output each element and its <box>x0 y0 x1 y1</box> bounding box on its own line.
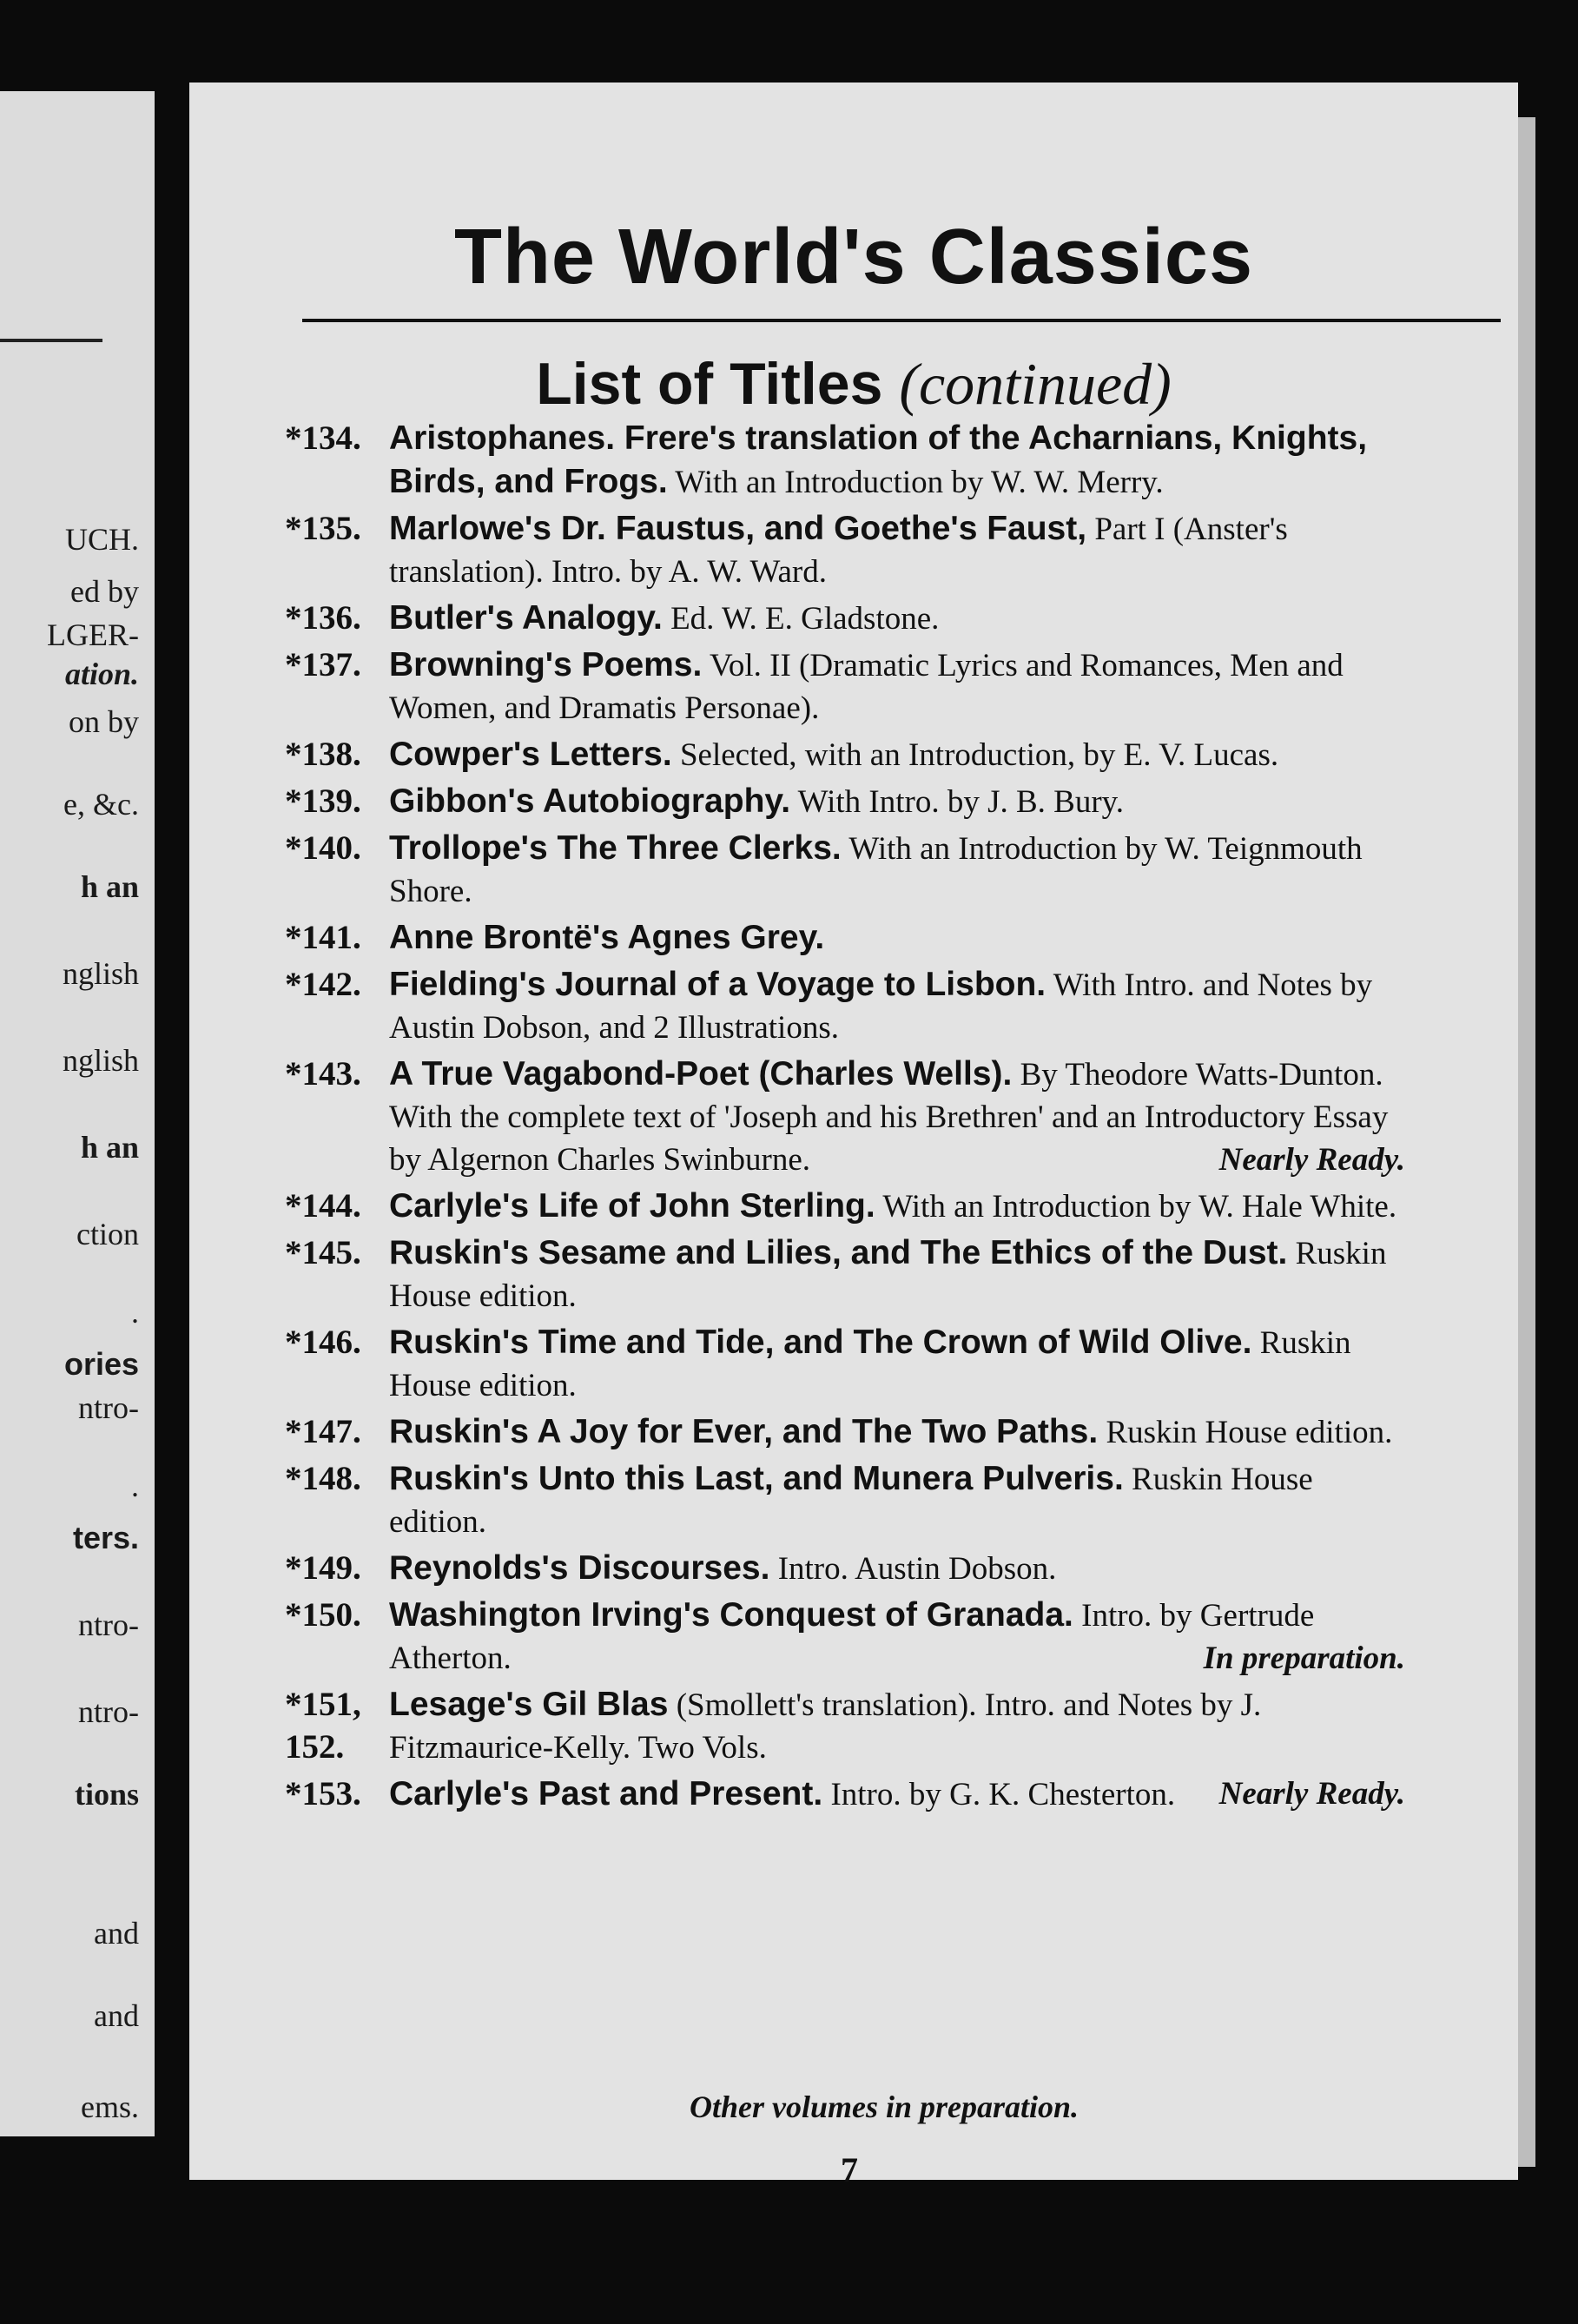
entry-title: Ruskin's Time and Tide, and The Crown of Wild Olive. <box>389 1324 1252 1361</box>
left-page-line: ories <box>63 1346 139 1382</box>
entry-status: Nearly Ready. <box>1218 1142 1405 1178</box>
entry-number: *139. <box>285 782 361 820</box>
page-number: 7 <box>841 2150 858 2189</box>
entry-description: By Theodore Watts-Dunton. With the complete text of 'Joseph and his Brethren' and an Introductory Essay by Algernon Charles Swinburne. <box>389 1057 1389 1178</box>
list-item <box>285 507 1405 593</box>
entry-status: Nearly Ready. <box>1218 1776 1405 1812</box>
page-title: The World's Classics <box>453 214 1254 300</box>
entry-title: Ruskin's A Joy for Ever, and The Two Paths. <box>389 1413 1099 1450</box>
subtitle-continued: (continued) <box>899 351 1172 417</box>
left-page-line: and <box>94 1916 139 1951</box>
entry-description: (Smollett's translation). Intro. and Notes by J. Fitzmaurice-Kelly. Two Vols. <box>389 1687 1262 1766</box>
entry-description: Selected, with an Introduction, by E. V. Lucas. <box>679 737 1279 773</box>
entry-description: Intro. by G. K. Chesterton. <box>830 1777 1176 1812</box>
list-item <box>285 1410 1405 1454</box>
entry-body <box>389 1773 1405 1816</box>
left-page-line: nglish <box>62 1043 139 1078</box>
entry-description: Part I (Anster's translation). Intro. by A. W. Ward. <box>389 512 1288 590</box>
entry-title: Cowper's Letters. <box>389 736 672 773</box>
left-page-line: . <box>131 1295 139 1330</box>
left-page-line: h an <box>80 869 139 904</box>
left-page-line: ters. <box>72 1520 139 1555</box>
entry-body <box>389 733 1405 776</box>
entry-title: Ruskin's Sesame and Lilies, and The Ethics of the Dust. <box>389 1234 1288 1271</box>
entry-description: Vol. II (Dramatic Lyrics and Romances, Men and Women, and Dramatis Personae). <box>389 648 1344 726</box>
list-item <box>285 1231 1405 1317</box>
entry-title: Washington Irving's Conquest of Granada. <box>389 1596 1073 1634</box>
entry-number: *153. <box>285 1775 361 1812</box>
book-gutter <box>155 0 189 2324</box>
page-edge <box>1518 117 1535 2167</box>
left-page-line: ation. <box>64 657 139 691</box>
entry-description: Ed. W. E. Gladstone. <box>670 601 940 637</box>
left-page-line: e, &c. <box>63 787 139 822</box>
entry-description: With an Introduction by W. W. Merry. <box>675 465 1164 500</box>
left-page-line: h an <box>80 1130 139 1165</box>
entry-description: Ruskin House edition. <box>1106 1415 1393 1450</box>
entry-description: Ruskin House edition. <box>389 1325 1351 1403</box>
list-item <box>285 1547 1405 1590</box>
entry-description: With an Introduction by W. Teignmouth Shore. <box>389 831 1363 909</box>
left-page-line: ems. <box>81 2090 139 2124</box>
entry-title: Trollope's The Three Clerks. <box>389 829 842 867</box>
entry-body <box>389 780 1405 823</box>
left-page-line: ntro- <box>78 1608 139 1642</box>
entry-body <box>389 1231 1405 1317</box>
list-item <box>285 916 1405 960</box>
entry-number: *134. <box>285 419 361 457</box>
list-item <box>285 1185 1405 1228</box>
entry-description: Intro. Austin Dobson. <box>777 1551 1057 1587</box>
left-page-line: ntro- <box>78 1390 139 1425</box>
list-item <box>285 1053 1405 1181</box>
left-page-line: UCH. <box>64 522 139 557</box>
entry-title: Lesage's Gil Blas <box>389 1686 669 1723</box>
left-page-line: on by <box>69 704 139 739</box>
catalogue-page <box>189 83 1518 2189</box>
list-item <box>285 1773 1405 1816</box>
entry-number: *151, 152. <box>285 1686 361 1766</box>
entry-number: *140. <box>285 829 361 867</box>
list-item <box>285 1457 1405 1543</box>
left-page-line: tions <box>74 1777 139 1812</box>
list-item <box>285 827 1405 913</box>
entry-number: *144. <box>285 1187 361 1225</box>
entry-body <box>389 963 1405 1049</box>
entry-title: Carlyle's Life of John Sterling. <box>389 1187 875 1225</box>
entry-description: Ruskin House edition. <box>389 1462 1313 1540</box>
entry-number: *148. <box>285 1460 361 1497</box>
entry-status: In preparation. <box>1203 1641 1405 1676</box>
entry-number: *150. <box>285 1596 361 1634</box>
list-item <box>285 733 1405 776</box>
left-page-line: . <box>131 1469 139 1503</box>
entry-number: *136. <box>285 599 361 637</box>
entry-description: Intro. by Gertrude Atherton. <box>389 1598 1315 1676</box>
list-item <box>285 1594 1405 1680</box>
entry-body <box>389 916 1405 960</box>
entry-number: *147. <box>285 1413 361 1450</box>
entry-body <box>389 1053 1405 1181</box>
title-list <box>285 417 1405 1819</box>
entry-number: *142. <box>285 966 361 1003</box>
left-page-rule <box>0 339 102 342</box>
entry-description: With Intro. and Notes by Austin Dobson, and 2 Illustrations. <box>389 967 1373 1046</box>
entry-title: Carlyle's Past and Present. <box>389 1775 823 1812</box>
entry-body <box>389 597 1405 640</box>
entry-body <box>389 1185 1405 1228</box>
left-page-line: ed by <box>70 574 139 609</box>
entry-title: Ruskin's Unto this Last, and Munera Pulveris. <box>389 1460 1124 1497</box>
entry-body <box>389 1683 1405 1769</box>
entry-title: Gibbon's Autobiography. <box>389 782 791 820</box>
entry-body <box>389 417 1405 504</box>
left-page-line: nglish <box>62 956 139 991</box>
list-item <box>285 1321 1405 1407</box>
list-item <box>285 417 1405 504</box>
entry-title: A True Vagabond-Poet (Charles Wells). <box>389 1055 1013 1093</box>
left-page-line: ntro- <box>78 1694 139 1729</box>
entry-title: Reynolds's Discourses. <box>389 1549 770 1587</box>
entry-body <box>389 1321 1405 1407</box>
entry-body <box>389 1547 1405 1590</box>
entry-number: *135. <box>285 510 361 547</box>
subtitle-main: List of Titles <box>536 351 883 417</box>
entry-description: With Intro. by J. B. Bury. <box>797 784 1125 820</box>
title-rule <box>302 319 1501 322</box>
entry-number: *143. <box>285 1055 361 1093</box>
entry-description: Ruskin House edition. <box>389 1236 1387 1314</box>
page-subtitle <box>380 350 1327 419</box>
list-item <box>285 963 1405 1049</box>
left-page-line: LGER- <box>47 617 139 652</box>
footer-note: Other volumes in preparation. <box>689 2090 1080 2124</box>
left-page-line: ction <box>76 1217 139 1251</box>
entry-title: Anne Brontë's Agnes Grey. <box>389 919 825 956</box>
entry-title: Marlowe's Dr. Faustus, and Goethe's Faust, <box>389 510 1087 547</box>
list-item <box>285 1683 1405 1769</box>
left-page-line: and <box>94 1998 139 2033</box>
entry-body <box>389 644 1405 730</box>
list-item <box>285 597 1405 640</box>
entry-body <box>389 827 1405 913</box>
entry-body <box>389 1457 1405 1543</box>
entry-number: *137. <box>285 646 361 683</box>
entry-body <box>389 1594 1405 1680</box>
entry-body <box>389 507 1405 593</box>
entry-description: With an Introduction by W. Hale White. <box>882 1189 1397 1225</box>
entry-number: *145. <box>285 1234 361 1271</box>
list-item <box>285 644 1405 730</box>
entry-title: Aristophanes. Frere's translation of the Acharnians, Knights, Birds, and Frogs. <box>389 419 1368 500</box>
list-item <box>285 780 1405 823</box>
entry-title: Butler's Analogy. <box>389 599 663 637</box>
entry-title: Fielding's Journal of a Voyage to Lisbon. <box>389 966 1046 1003</box>
entry-body <box>389 1410 1405 1454</box>
entry-number: *149. <box>285 1549 361 1587</box>
entry-title: Browning's Poems. <box>389 646 703 683</box>
entry-number: *146. <box>285 1324 361 1361</box>
left-facing-page <box>0 91 155 2136</box>
entry-number: *141. <box>285 919 361 956</box>
entry-number: *138. <box>285 736 361 773</box>
